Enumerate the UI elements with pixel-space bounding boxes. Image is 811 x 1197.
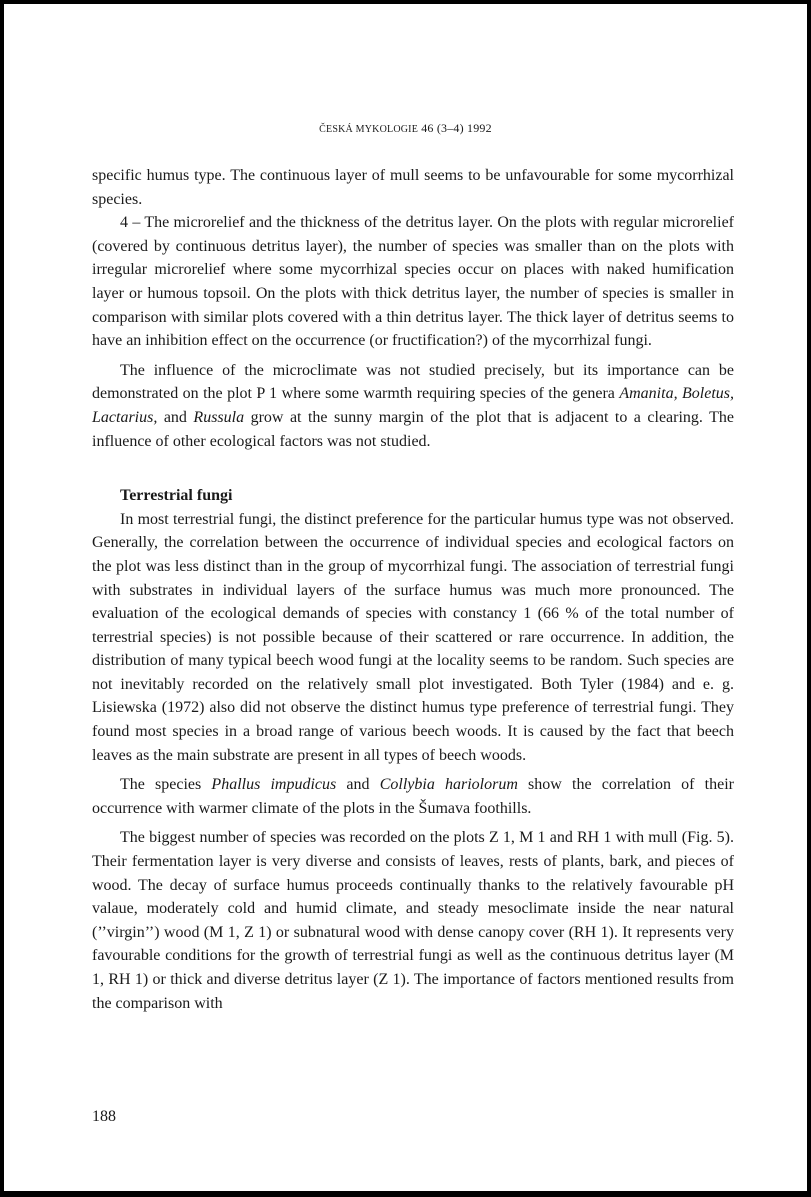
volume-issue: 46 (3–4) 1992 xyxy=(421,121,492,135)
paragraph-species-number: The biggest number of species was recorded on the plots Z 1, M 1 and RH 1 with mull (Fig. 5). Their fermentation layer is very diverse and consists of leaves, rests of plants, bark, and pieces of wood. The decay of surface humus proceeds continually thanks to the relatively favourable pH valaue, moderately cold and humid climate, and steady mesoclimate inside the near natural (’’virgin’’) wood (M 1, Z 1) or subnatural wood with dense canopy cover (RH 1). It represents very favourable conditions for the growth of terrestrial fungi as well as the continuous detritus layer (M 1, RH 1) or thick and diverse detritus layer (Z 1). The importance of factors mentioned results from the comparison with xyxy=(92,829,734,1012)
species-name: Phallus impudicus xyxy=(211,776,337,794)
text-run: grow at the sunny margin of the plot that is adjacent to a clearing. The influence of other ecological factors was not studied. xyxy=(92,408,734,450)
genus-name: Russula xyxy=(193,408,245,426)
page-number: 188 xyxy=(92,1108,116,1125)
genus-name: Amanita, xyxy=(619,385,678,403)
paragraph-continuation: specific humus type. The continuous layer of mull seems to be unfavourable for some mycorrhizal species. xyxy=(92,167,734,208)
journal-name: ČESKÁ MYKOLOGIE xyxy=(319,124,419,135)
text-run: The species xyxy=(120,776,212,794)
species-name: Collybia hariolorum xyxy=(379,776,518,794)
document-page xyxy=(4,4,807,1191)
paragraph-terrestrial-fungi: In most terrestrial fungi, the distinct preference for the particular humus type was not observed. Generally, the correlation between the occurrence of individual species and ecological factors on the plot was less distinct than in the group of mycorrhizal fungi. The association of terrestrial fungi with substrates in individual layers of the surface humus was much more pronounced. The evaluation of the ecological demands of species with constancy 1 (66 % of the total number of terrestrial species) is not possible because of their scattered or rare occurrence. In addition, the distribution of many typical beech wood fungi at the locality seems to be random. Such species are not inevitably recorded on the relatively small plot investigated. Both Tyler (1984) and e. g. Lisiewska (1972) also did not observe the distinct humus type preference of terrestrial fungi. They found most species in a broad range of various beech woods. It is caused by the fact that beech leaves as the main substrate are present in all types of beech woods. xyxy=(92,510,734,764)
genus-name: Boletus, Lactarius, xyxy=(92,385,735,426)
text-run: and xyxy=(157,408,194,426)
running-head xyxy=(4,121,807,136)
text-run: The influence of the microclimate was not studied precisely, but its importance can be demonstrated on the plot P 1 where some warmth requiring species of the genera xyxy=(92,361,734,403)
section-heading: Terrestrial fungi xyxy=(120,487,233,505)
paragraph-species-correlation xyxy=(92,773,734,820)
paragraph-microrelief: 4 – The microrelief and the thickness of the detritus layer. On the plots with regular microrelief (covered by continuous detritus layer), the number of species was smaller than on the plots with irregular microrelief where some mycorrhizal species occur on places with naked humification layer or humous topsoil. On the plots with thick detritus layer, the number of species is smaller in comparison with similar plots covered with a thin detritus layer. The thick layer of detritus seems to have an inhibition effect on the occurrence (or fructification?) of the mycorrhizal fungi. xyxy=(92,214,734,350)
text-run: show the correlation of their occurrence with warmer climate of the plots in the Šumava foothills. xyxy=(92,776,735,817)
body-text xyxy=(92,164,734,1015)
text-run: and xyxy=(336,776,380,794)
paragraph-microclimate xyxy=(92,359,734,453)
